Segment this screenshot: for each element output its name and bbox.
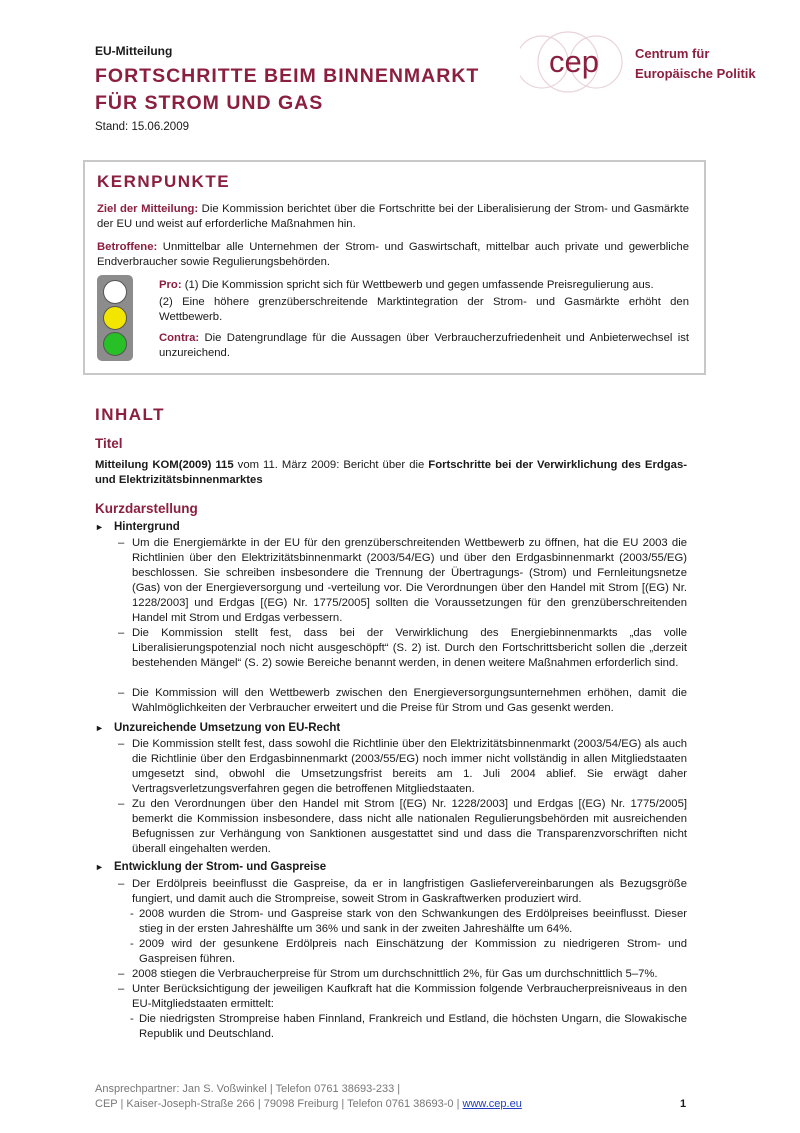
footer-website-link[interactable]: www.cep.eu xyxy=(462,1098,522,1110)
contra-paragraph xyxy=(159,331,689,361)
list-item: – Die Kommission will den Wettbewerb zwischen den Energieversorgungsunternehmen erhöhen, damit die Wahlmöglichkeiten der Verbraucher erweitert und die Preise für Strom und Gas gesenkt werden. xyxy=(118,687,687,714)
section-preise-title: ► Entwicklung der Strom- und Gaspreise xyxy=(95,861,327,873)
document-type-label: EU-Mitteilung xyxy=(95,44,173,58)
pro-item-1: Pro: (1) Die Kommission spricht sich für Wettbewerb und gegen umfassende Preisregulierung aus. xyxy=(159,279,654,291)
logo-name-line-2: Europäische Politik xyxy=(635,66,756,81)
list-item: – Unter Berücksichtigung der jeweiligen Kaufkraft hat die Kommission folgende Verbraucherpreisniveaus in den EU-Mitgliedstaaten ermittelt: xyxy=(118,983,687,1010)
kernpunkte-heading: KERNPUNKTE xyxy=(97,172,231,191)
ziel-paragraph xyxy=(97,202,689,232)
ziel-label: Ziel der Mitteilung: xyxy=(97,203,199,215)
traffic-light-middle-lamp xyxy=(103,306,127,330)
list-item: – Um die Energiemärkte in der EU für den grenzüberschreitenden Wettbewerb zu öffnen, hat die EU 2003 die Richtlinien über den Elektrizitätsbinnenmarkt (2003/54/EG) und über den Erdgasbinnenmarkt (2003/55/EG) beschlossen. Sie schreiben insbesondere die Trennung der Übertragungs- (Strom) und Fernleitungsnetze (Gas) von der Energieversorgung und -verteilung vor. Die Verordnungen über den Handel mit Strom [(EG) Nr. 1228/2003] und Erdgas [(EG) Nr. 1775/2005] sollten die Voraussetzungen für den grenzüberschreitenden Handel mit Strom und Erdgas verbessern. xyxy=(118,537,687,624)
sub-list-item: - 2009 wird der gesunkene Erdölpreis nach Einschätzung der Kommission zu niedrigeren Strom- und Gaspreisen führen. xyxy=(130,938,687,965)
titel-heading: Titel xyxy=(95,436,123,451)
betroffene-text: Unmittelbar alle Unternehmen der Strom- und Gaswirtschaft, mittelbar auch private und gewerbliche Endverbraucher sowie Regulierungsbehörden. xyxy=(97,241,689,268)
pro-item-2: (2) Eine höhere grenzüberschreitende Marktintegration der Strom- und Gasmärkte erhöht den Wettbewerb. xyxy=(159,296,689,323)
traffic-light-icon xyxy=(97,275,133,361)
title-line-1: FORTSCHRITTE BEIM BINNENMARKT xyxy=(95,65,480,87)
cep-logo xyxy=(520,26,775,101)
inhalt-heading: INHALT xyxy=(95,405,166,424)
logo-wordmark: cep xyxy=(549,44,599,79)
list-item: – Die Kommission stellt fest, dass bei der Verwirklichung des Energiebinnenmarkts „das volle Liberalisierungspotenzial noch nicht ausgeschöpft“ (S. 2) ist. Durch den Fortschrittsbericht sollen die „derzeit bestehenden Mängel“ (S. 2) sowie Bereiche benannt werden, in denen weitere Maßnahmen erforderlich sind. xyxy=(118,627,687,669)
kernpunkte-box xyxy=(83,160,706,375)
list-item: – Zu den Verordnungen über den Handel mit Strom [(EG) Nr. 1228/2003] und Erdgas [(EG) Nr. 1775/2005] bemerkt die Kommission insbesondere, dass nicht alle nationalen Regulierungsbehörden mit ausreichenden Befugnissen zur Verhängung von Sanktionen ausgestattet sind und dass die Transparenzvorschriften nicht überall eingehalten werden. xyxy=(118,798,687,855)
pro-label: Pro: xyxy=(159,279,182,291)
contra-label: Contra: xyxy=(159,332,200,344)
title-line-2: FÜR STROM UND GAS xyxy=(95,92,324,114)
date-stand: Stand: 15.06.2009 xyxy=(95,121,189,133)
page-number: 1 xyxy=(680,1098,687,1110)
sub-list-item: - 2008 wurden die Strom- und Gaspreise stark von den Schwankungen des Erdölpreises beeinflusst. Dieser stieg in der ersten Jahreshälfte um 36% und sank in der zweiten Jahreshälfte um 64%. xyxy=(130,908,687,935)
contra-text: Die Datengrundlage für die Aussagen über Verbraucherzufriedenheit und Anbieterwechsel ist unzureichend. xyxy=(159,332,689,359)
logo-name-line-1: Centrum für xyxy=(635,46,710,61)
traffic-light-bottom-lamp xyxy=(103,332,127,356)
betroffene-label: Betroffene: xyxy=(97,241,158,253)
betroffene-paragraph xyxy=(97,240,689,270)
footer-address: CEP | Kaiser-Joseph-Straße 266 | 79098 Freiburg | Telefon 0761 38693-0 | www.cep.eu xyxy=(95,1098,522,1110)
mitteilung-reference: Mitteilung KOM(2009) 115 vom 11. März 2009: Bericht über die Fortschritte bei der Verwirklichung des Erdgas- und Elektrizitätsbinnenmarktes xyxy=(95,459,687,486)
traffic-light-top-lamp xyxy=(103,280,127,304)
list-item: – Der Erdölpreis beeinflusst die Gaspreise, da er in langfristigen Gasliefervereinbarungen als Bezugsgröße fungiert, und damit auch die Strompreise, soweit Strom in Gaskraftwerken produziert wird. xyxy=(118,878,687,905)
list-item: – Die Kommission stellt fest, dass sowohl die Richtlinie über den Elektrizitätsbinnenmarkt (2003/54/EG) als auch die Richtlinie über den Erdgasbinnenmarkt (2003/55/EG) noch immer nicht vollständig in allen Mitgliedstaaten umgesetzt sind, obwohl die Umsetzungsfrist bereits am 1. Juli 2004 ablief. Sie erwägt daher Vertragsverletzungsverfahren gegen die betroffenen Mitgliedstaaten. xyxy=(118,738,687,795)
ziel-text: Die Kommission berichtet über die Fortschritte bei der Liberalisierung der Strom- und Gasmärkte der EU und weist auf erforderliche Maßnahmen hin. xyxy=(97,203,689,230)
document-title xyxy=(95,63,479,117)
sub-list-item: - Die niedrigsten Strompreise haben Finnland, Frankreich und Estland, die höchsten Ungarn, die Slowakische Republik und Deutschland. xyxy=(130,1013,687,1040)
list-item: – 2008 stiegen die Verbraucherpreise für Strom um durchschnittlich 2%, für Gas um durchschnittlich 5–7%. xyxy=(118,968,658,980)
bullet-arrow-icon: ► xyxy=(95,723,104,733)
kurzdarstellung-heading: Kurzdarstellung xyxy=(95,501,198,516)
logo-institute-name xyxy=(635,44,756,84)
footer-contact: Ansprechpartner: Jan S. Voßwinkel | Telefon 0761 38693-233 | xyxy=(95,1083,401,1095)
bullet-arrow-icon: ► xyxy=(95,862,104,872)
section-hintergrund-title: ► Hintergrund xyxy=(95,521,180,533)
pro-paragraph xyxy=(159,278,689,325)
section-umsetzung-title: ► Unzureichende Umsetzung von EU-Recht xyxy=(95,722,341,734)
cep-logo-mark-icon xyxy=(520,26,630,101)
bullet-arrow-icon: ► xyxy=(95,522,104,532)
